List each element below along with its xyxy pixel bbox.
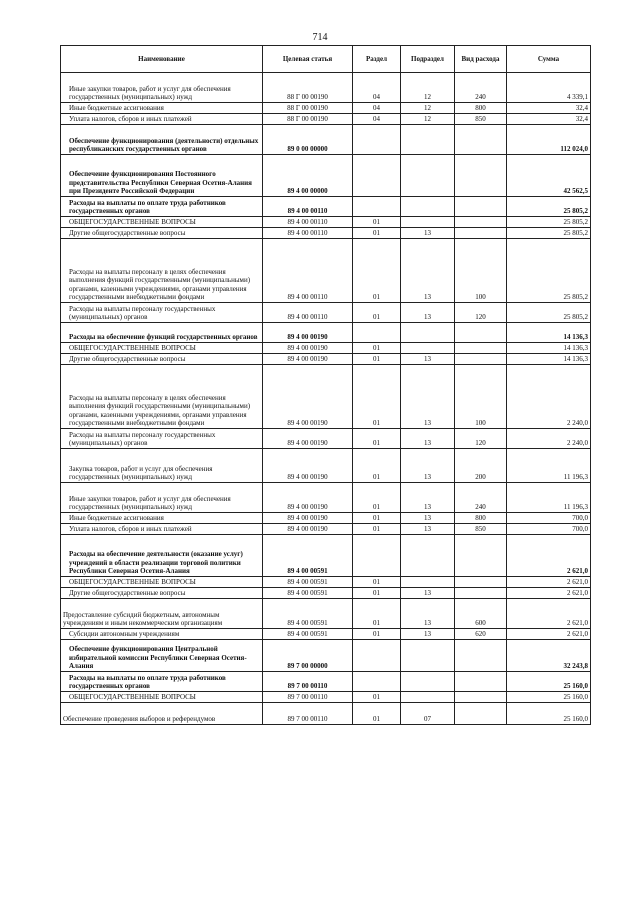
cell-section: 01	[353, 354, 401, 365]
cell-subsection	[401, 197, 455, 217]
table-header	[61, 46, 591, 73]
header-code: Целевая статья	[263, 46, 353, 73]
cell-type	[455, 535, 507, 577]
cell-name: Обеспечение проведения выборов и референдумов	[61, 703, 263, 725]
cell-type: 120	[455, 429, 507, 449]
cell-subsection	[401, 155, 455, 197]
cell-name: ОБЩЕГОСУДАРСТВЕННЫЕ ВОПРОСЫ	[61, 343, 263, 354]
cell-sum: 25 805,2	[507, 303, 591, 323]
cell-section: 01	[353, 343, 401, 354]
cell-section: 01	[353, 513, 401, 524]
cell-section: 04	[353, 103, 401, 114]
cell-code: 89 7 00 00000	[263, 640, 353, 672]
cell-name: Иные закупки товаров, работ и услуг для обеспечения государственных (муниципальных) нужд	[61, 483, 263, 513]
cell-code: 89 4 00 00591	[263, 588, 353, 599]
cell-type	[455, 588, 507, 599]
cell-code: 89 7 00 00110	[263, 692, 353, 703]
cell-name: Расходы на выплаты по оплате труда работников государственных органов	[61, 197, 263, 217]
cell-section: 01	[353, 524, 401, 535]
cell-sum: 32,4	[507, 114, 591, 125]
cell-section: 01	[353, 365, 401, 429]
cell-sum: 14 136,3	[507, 354, 591, 365]
cell-name: Обеспечение функционирования (деятельности) отдельных республиканских государственных органов	[61, 125, 263, 155]
cell-section: 01	[353, 228, 401, 239]
cell-name: Обеспечение функционирования Постоянного представительства Республики Северная Осетия-Алания при Президенте Российской Федерации	[61, 155, 263, 197]
cell-type: 800	[455, 513, 507, 524]
cell-sum: 2 621,0	[507, 577, 591, 588]
cell-sum: 2 621,0	[507, 629, 591, 640]
cell-subsection: 13	[401, 354, 455, 365]
cell-subsection	[401, 323, 455, 343]
cell-sum: 2 621,0	[507, 599, 591, 629]
table-row	[61, 640, 591, 672]
cell-type: 850	[455, 524, 507, 535]
header-name: Наименование	[61, 46, 263, 73]
cell-section: 01	[353, 429, 401, 449]
cell-name: Расходы на выплаты персоналу государственных (муниципальных) органов	[61, 429, 263, 449]
cell-code: 89 4 00 00591	[263, 599, 353, 629]
cell-code: 89 4 00 00591	[263, 535, 353, 577]
table-row	[61, 155, 591, 197]
cell-code: 89 4 00 00190	[263, 449, 353, 483]
cell-sum: 700,0	[507, 524, 591, 535]
cell-sum: 2 240,0	[507, 429, 591, 449]
table-body	[61, 73, 591, 725]
cell-section: 01	[353, 588, 401, 599]
cell-type	[455, 125, 507, 155]
cell-code: 89 4 00 00190	[263, 343, 353, 354]
table-row	[61, 449, 591, 483]
cell-name: Расходы на обеспечение деятельности (оказание услуг) учреждений в области реализации торговой политики Республики Северная Осетия-Алания	[61, 535, 263, 577]
cell-code: 89 4 00 00110	[263, 303, 353, 323]
cell-subsection	[401, 343, 455, 354]
cell-type: 850	[455, 114, 507, 125]
cell-code: 89 4 00 00190	[263, 354, 353, 365]
cell-name: Другие общегосударственные вопросы	[61, 588, 263, 599]
table-row	[61, 703, 591, 725]
cell-section: 01	[353, 449, 401, 483]
cell-type: 100	[455, 239, 507, 303]
cell-section: 01	[353, 692, 401, 703]
cell-section	[353, 535, 401, 577]
cell-sum: 25 805,2	[507, 217, 591, 228]
cell-sum: 2 621,0	[507, 535, 591, 577]
cell-type: 120	[455, 303, 507, 323]
cell-code: 89 4 00 00110	[263, 217, 353, 228]
cell-subsection	[401, 535, 455, 577]
table-row	[61, 535, 591, 577]
cell-type: 100	[455, 365, 507, 429]
cell-code: 89 7 00 00110	[263, 672, 353, 692]
cell-sum: 2 621,0	[507, 588, 591, 599]
cell-sum: 42 562,5	[507, 155, 591, 197]
cell-type: 800	[455, 103, 507, 114]
header-row	[61, 46, 591, 73]
cell-name: Расходы на выплаты персоналу в целях обеспечения выполнения функций государственными (муниципальными) органами, казенными учреждениями, органами управления государственными внебюджетными фондами	[61, 365, 263, 429]
cell-subsection: 07	[401, 703, 455, 725]
table-row	[61, 588, 591, 599]
table-row	[61, 577, 591, 588]
table-row	[61, 103, 591, 114]
cell-type: 200	[455, 449, 507, 483]
table-row	[61, 365, 591, 429]
cell-sum: 32,4	[507, 103, 591, 114]
cell-name: Расходы на обеспечение функций государственных органов	[61, 323, 263, 343]
cell-type	[455, 155, 507, 197]
cell-sum: 25 805,2	[507, 197, 591, 217]
cell-type	[455, 343, 507, 354]
cell-code: 89 4 00 00190	[263, 483, 353, 513]
cell-subsection	[401, 125, 455, 155]
cell-code: 89 4 00 00190	[263, 323, 353, 343]
cell-subsection	[401, 672, 455, 692]
cell-section: 04	[353, 73, 401, 103]
cell-subsection: 13	[401, 239, 455, 303]
cell-sum: 112 024,0	[507, 125, 591, 155]
cell-subsection: 12	[401, 73, 455, 103]
cell-code: 89 4 00 00110	[263, 239, 353, 303]
cell-code: 89 4 00 00591	[263, 577, 353, 588]
cell-section: 01	[353, 599, 401, 629]
cell-sum: 25 160,0	[507, 703, 591, 725]
table-row	[61, 524, 591, 535]
cell-subsection: 13	[401, 365, 455, 429]
cell-type	[455, 692, 507, 703]
cell-sum: 32 243,8	[507, 640, 591, 672]
cell-sum: 11 196,3	[507, 449, 591, 483]
cell-sum: 25 160,0	[507, 692, 591, 703]
table-row	[61, 429, 591, 449]
cell-name: Другие общегосударственные вопросы	[61, 228, 263, 239]
cell-subsection: 12	[401, 103, 455, 114]
cell-code: 89 4 00 00110	[263, 228, 353, 239]
cell-name: Предоставление субсидий бюджетным, автономным учреждениям и иным некоммерческим организациям	[61, 599, 263, 629]
cell-section: 01	[353, 703, 401, 725]
cell-section: 01	[353, 483, 401, 513]
cell-code: 89 0 00 00000	[263, 125, 353, 155]
cell-code: 88 Г 00 00190	[263, 114, 353, 125]
cell-subsection: 13	[401, 599, 455, 629]
cell-name: Иные бюджетные ассигнования	[61, 513, 263, 524]
cell-name: Закупка товаров, работ и услуг для обеспечения государственных (муниципальных) нужд	[61, 449, 263, 483]
table-row	[61, 217, 591, 228]
cell-subsection: 13	[401, 588, 455, 599]
cell-type: 240	[455, 73, 507, 103]
table-row	[61, 125, 591, 155]
cell-name: ОБЩЕГОСУДАРСТВЕННЫЕ ВОПРОСЫ	[61, 577, 263, 588]
cell-section: 01	[353, 217, 401, 228]
cell-sum: 2 240,0	[507, 365, 591, 429]
cell-subsection: 13	[401, 429, 455, 449]
cell-section	[353, 197, 401, 217]
cell-sum: 25 805,2	[507, 239, 591, 303]
cell-subsection	[401, 692, 455, 703]
cell-type	[455, 703, 507, 725]
table-row	[61, 354, 591, 365]
cell-name: Расходы на выплаты персоналу государственных (муниципальных) органов	[61, 303, 263, 323]
cell-subsection: 13	[401, 483, 455, 513]
cell-name: ОБЩЕГОСУДАРСТВЕННЫЕ ВОПРОСЫ	[61, 692, 263, 703]
cell-section: 01	[353, 239, 401, 303]
cell-subsection: 12	[401, 114, 455, 125]
cell-type	[455, 672, 507, 692]
cell-type	[455, 197, 507, 217]
table-row	[61, 239, 591, 303]
cell-type	[455, 577, 507, 588]
table-row	[61, 228, 591, 239]
cell-subsection	[401, 577, 455, 588]
table-row	[61, 303, 591, 323]
cell-section: 04	[353, 114, 401, 125]
table-row	[61, 629, 591, 640]
cell-type: 620	[455, 629, 507, 640]
table-row	[61, 114, 591, 125]
cell-sum: 14 136,3	[507, 323, 591, 343]
cell-name: Уплата налогов, сборов и иных платежей	[61, 524, 263, 535]
table-row	[61, 599, 591, 629]
cell-type: 600	[455, 599, 507, 629]
cell-type	[455, 217, 507, 228]
cell-sum: 25 805,2	[507, 228, 591, 239]
cell-code: 89 4 00 00190	[263, 365, 353, 429]
cell-type	[455, 323, 507, 343]
cell-code: 88 Г 00 00190	[263, 73, 353, 103]
cell-name: Субсидии автономным учреждениям	[61, 629, 263, 640]
cell-name: Расходы на выплаты персоналу в целях обеспечения выполнения функций государственными (муниципальными) органами, казенными учреждениями, органами управления государственными внебюджетными фондами	[61, 239, 263, 303]
cell-code: 89 4 00 00190	[263, 513, 353, 524]
cell-code: 89 4 00 00110	[263, 197, 353, 217]
cell-section: 01	[353, 629, 401, 640]
cell-name: Иные бюджетные ассигнования	[61, 103, 263, 114]
cell-subsection: 13	[401, 449, 455, 483]
cell-subsection: 13	[401, 513, 455, 524]
table-row	[61, 672, 591, 692]
table-row	[61, 323, 591, 343]
page-number: 714	[312, 32, 328, 43]
table-row	[61, 197, 591, 217]
cell-name: Обеспечение функционирования Центральной избирательной комиссии Республики Северная Осетия-Алания	[61, 640, 263, 672]
cell-section	[353, 155, 401, 197]
cell-section	[353, 640, 401, 672]
cell-name: Уплата налогов, сборов и иных платежей	[61, 114, 263, 125]
cell-subsection: 13	[401, 303, 455, 323]
cell-sum: 700,0	[507, 513, 591, 524]
cell-type	[455, 228, 507, 239]
cell-subsection: 13	[401, 228, 455, 239]
cell-section	[353, 672, 401, 692]
cell-name: Иные закупки товаров, работ и услуг для обеспечения государственных (муниципальных) нужд	[61, 73, 263, 103]
cell-section: 01	[353, 303, 401, 323]
cell-section	[353, 125, 401, 155]
cell-name: ОБЩЕГОСУДАРСТВЕННЫЕ ВОПРОСЫ	[61, 217, 263, 228]
header-section: Раздел	[353, 46, 401, 73]
cell-code: 89 4 00 00190	[263, 524, 353, 535]
cell-sum: 4 339,1	[507, 73, 591, 103]
cell-code: 89 4 00 00000	[263, 155, 353, 197]
header-type: Вид расхода	[455, 46, 507, 73]
header-sum: Сумма	[507, 46, 591, 73]
table-row	[61, 692, 591, 703]
cell-type: 240	[455, 483, 507, 513]
cell-subsection	[401, 217, 455, 228]
cell-sum: 14 136,3	[507, 343, 591, 354]
cell-name: Другие общегосударственные вопросы	[61, 354, 263, 365]
header-subsection: Подраздел	[401, 46, 455, 73]
cell-type	[455, 354, 507, 365]
budget-table	[60, 45, 591, 725]
cell-subsection	[401, 640, 455, 672]
cell-sum: 25 160,0	[507, 672, 591, 692]
cell-subsection: 13	[401, 629, 455, 640]
cell-subsection: 13	[401, 524, 455, 535]
table-row	[61, 483, 591, 513]
cell-name: Расходы на выплаты по оплате труда работников государственных органов	[61, 672, 263, 692]
cell-sum: 11 196,3	[507, 483, 591, 513]
cell-code: 89 7 00 00110	[263, 703, 353, 725]
table-row	[61, 73, 591, 103]
table-row	[61, 513, 591, 524]
cell-code: 89 4 00 00190	[263, 429, 353, 449]
table-row	[61, 343, 591, 354]
cell-section	[353, 323, 401, 343]
cell-code: 88 Г 00 00190	[263, 103, 353, 114]
cell-section: 01	[353, 577, 401, 588]
cell-type	[455, 640, 507, 672]
cell-code: 89 4 00 00591	[263, 629, 353, 640]
